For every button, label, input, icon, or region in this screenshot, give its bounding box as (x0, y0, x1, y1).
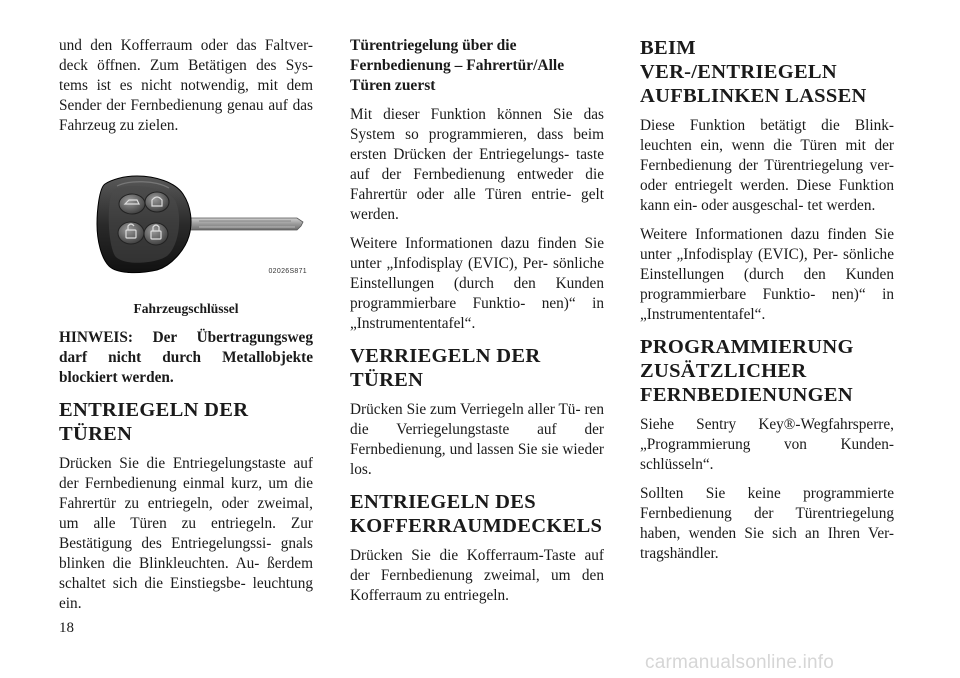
watermark: carmanualsonline.info (645, 652, 835, 673)
evic-reference-paragraph: Weitere Informationen dazu finden Sie unter „Infodisplay (EVIC), Per- sönliche Einstellungen (durch den Kunden programmierbare Funktio- nen)“ in „Instrumententafel“. (350, 235, 604, 332)
column-middle (350, 36, 604, 615)
page-number: 18 (59, 620, 74, 636)
heading-flash-lights: BEIM VER-/ENTRIEGELN AUFBLINKEN LASSEN (640, 37, 867, 107)
column-left (59, 36, 313, 623)
figure-code: 02026S871 (268, 268, 307, 275)
remote-unlock-paragraph: Mit dieser Funktion können Sie das System so programmieren, dass beim ersten Drücken der Entriegelungs- taste auf der Fernbedienung entweder die Fahrertür oder alle Türen entrie- gelt werden. (350, 106, 604, 223)
key-figure (59, 150, 313, 298)
heading-program-remotes: PROGRAMMIERUNG ZUSÄTZLICHER FERNBEDIENUNGEN (640, 336, 854, 406)
figure-caption: Fahrzeugschlüssel (133, 301, 239, 316)
program-remotes-paragraph: Siehe Sentry Key®-Wegfahrsperre, „Programmierung von Kunden- schlüsseln“. (640, 416, 894, 473)
column-right (640, 36, 894, 573)
unlock-trunk-paragraph: Drücken Sie die Kofferraum-Taste auf der Fernbedienung zweimal, um den Kofferraum zu entriegeln. (350, 547, 604, 604)
note-paragraph: HINWEIS: Der Übertragungsweg darf nicht durch Metallobjekte blockiert werden. (59, 329, 313, 386)
unlock-doors-paragraph: Drücken Sie die Entriegelungstaste auf der Fernbedienung einmal kurz, um die Fahrertür zu entriegeln, oder zweimal, um alle Türen zu entriegeln. Zur Bestätigung des Entriegelungssi- gnals blinken die Blinkleuchten. Au- ßerdem schaltet sich die Einstiegsbe- leuchtung ein. (59, 455, 313, 612)
heading-lock-doors: VERRIEGELN DER TÜREN (350, 345, 541, 391)
heading-unlock-doors: ENTRIEGELN DER TÜREN (59, 399, 249, 445)
intro-paragraph: und den Kofferraum oder das Faltver- deck öffnen. Zum Betätigen des Sys- tems ist es nicht notwendig, mit dem Sender der Fernbedienung genau auf das Fahrzeug zu zielen. (59, 37, 313, 134)
flash-evic-reference-paragraph: Weitere Informationen dazu finden Sie unter „Infodisplay (EVIC), Per- sönliche Einstellungen (durch den Kunden programmierbare Funktio- nen)“ in „Instrumententafel“. (640, 226, 894, 323)
dealer-paragraph: Sollten Sie keine programmierte Fernbedienung der Türentriegelung haben, wenden Sie sich an Ihren Ver- tragshändler. (640, 485, 894, 562)
subheading-remote-unlock: Türentriegelung über die Fernbedienung – Fahrertür/Alle Türen zuerst (350, 37, 565, 94)
flash-lights-paragraph: Diese Funktion betätigt die Blink- leuchten ein, wenn die Türen mit der Fernbedienung der Türentriegelung ver- oder entriegelt werden. Diese Funktion kann ein- oder ausgeschal- tet werden. (640, 117, 894, 214)
heading-unlock-trunk: ENTRIEGELN DES KOFFERRAUMDECKELS (350, 491, 603, 537)
lock-doors-paragraph: Drücken Sie zum Verriegeln aller Tü- ren die Verriegelungstaste auf der Fernbedienung, und lassen Sie sie wieder los. (350, 401, 604, 478)
